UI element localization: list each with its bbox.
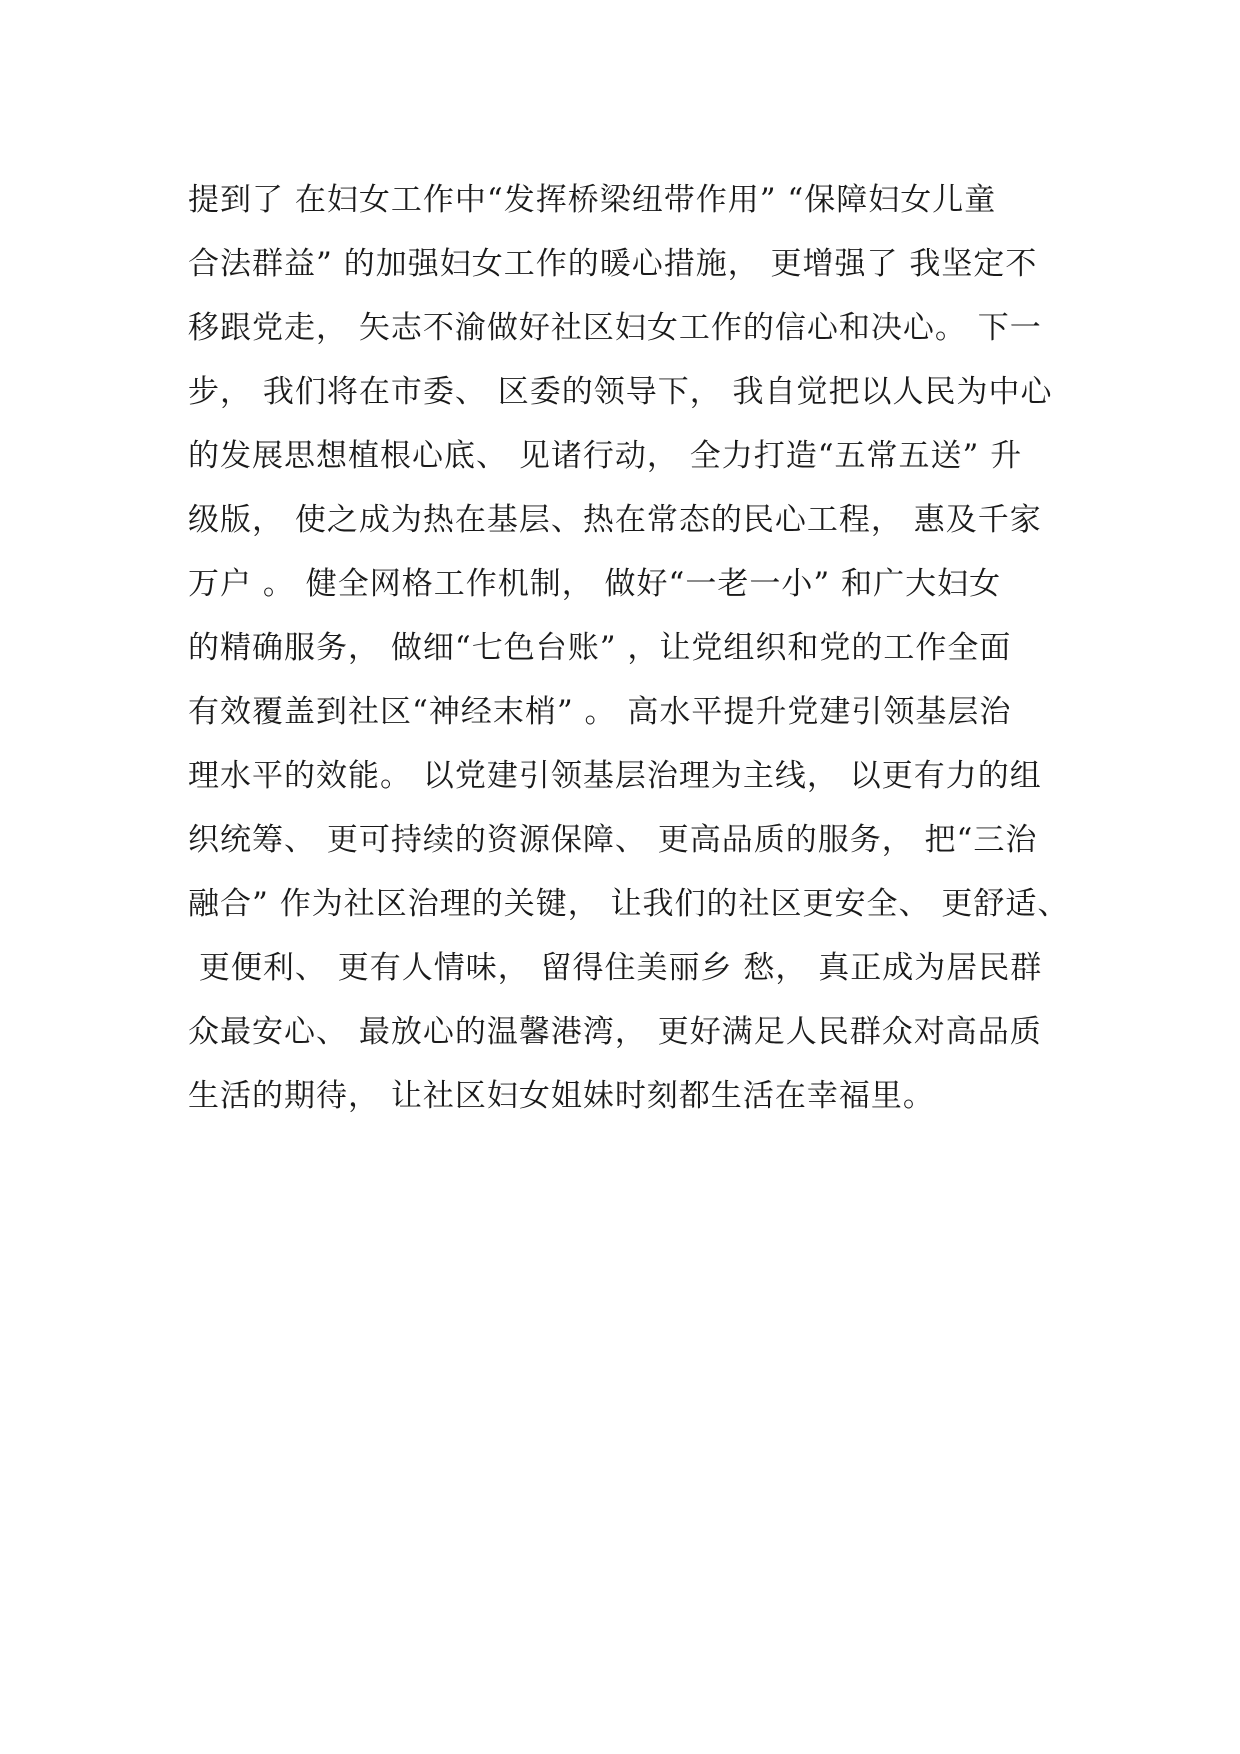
text-line: 织统筹、 更可持续的资源保障、 更高品质的服务， 把“三治 — [188, 822, 1038, 858]
text-line: 级版， 使之成为热在基层、热在常态的民心工程， 惠及千家 — [188, 502, 1042, 538]
text-line: 万户 。 健全网格工作机制， 做好“一老一小” 和广大妇女 — [188, 566, 1002, 602]
text-line: 合法群益” 的加强妇女工作的暖心措施， 更增强了 我坚定不 — [188, 246, 1038, 282]
body-paragraph — [188, 168, 1068, 1128]
text-line: 步， 我们将在市委、 区委的领导下， 我自觉把以人民为中心 — [188, 374, 1053, 410]
text-line: 有效覆盖到社区“神经末梢” 。 高水平提升党建引领基层治 — [188, 694, 1012, 730]
text-line: 众最安心、 最放心的温馨港湾， 更好满足人民群众对高品质 — [188, 1014, 1042, 1050]
text-line: 更便利、 更有人情味， 留得住美丽乡 愁， 真正成为居民群 — [188, 950, 1043, 986]
text-line: 融合” 作为社区治理的关键， 让我们的社区更安全、 更舒适、 — [188, 886, 1070, 922]
text-line: 的发展思想植根心底、 见诸行动， 全力打造“五常五送” 升 — [188, 438, 1023, 474]
text-line: 生活的期待， 让社区妇女姐妹时刻都生活在幸福里。 — [188, 1078, 935, 1114]
text-line: 理水平的效能。 以党建引领基层治理为主线， 以更有力的组 — [188, 758, 1042, 794]
text-line: 提到了 在妇女工作中“发挥桥梁纽带作用” “保障妇女儿童 — [188, 182, 997, 218]
text-line: 的精确服务， 做细“七色台账” ，让党组织和党的工作全面 — [188, 630, 1012, 666]
text-line: 移跟党走， 矢志不渝做好社区妇女工作的信心和决心。 下一 — [188, 310, 1042, 346]
